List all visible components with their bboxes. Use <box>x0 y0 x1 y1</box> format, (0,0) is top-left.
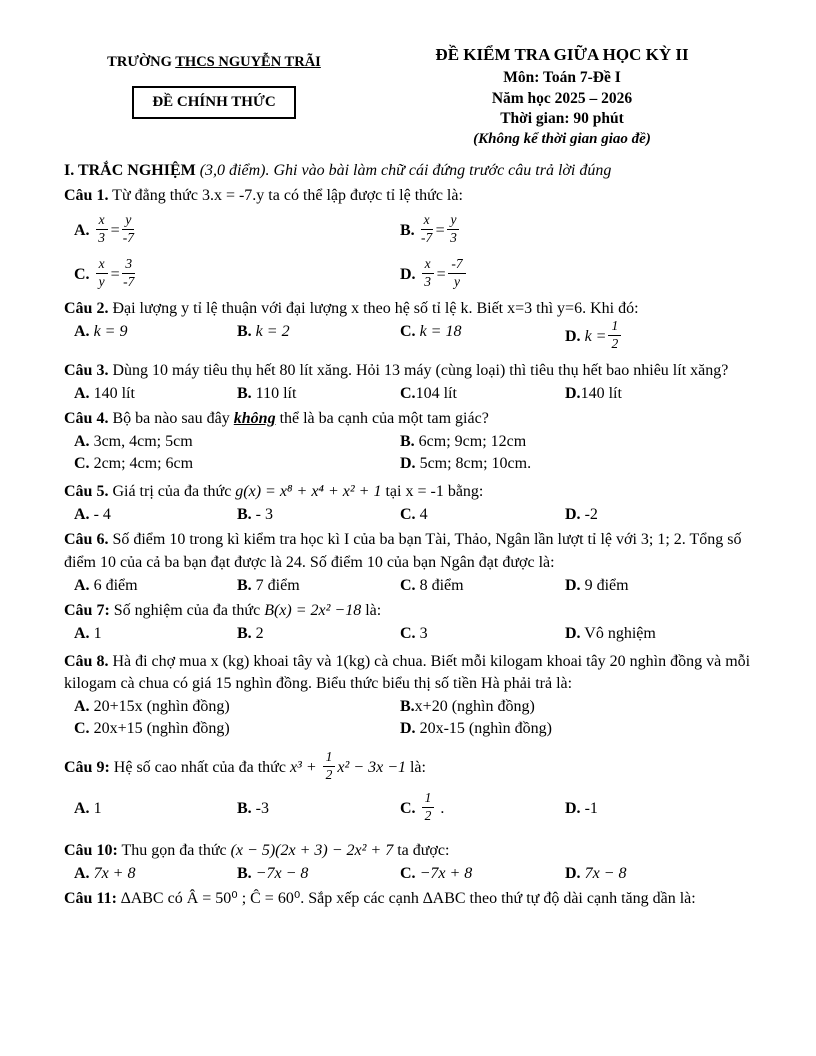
question-body-post: thể là ba cạnh của một tam giác? <box>275 410 489 428</box>
question-text <box>64 481 760 503</box>
option-text: -3 <box>255 800 269 818</box>
option-label: D. <box>400 455 416 473</box>
question-body-post: tại x = -1 bằng: <box>381 483 484 501</box>
option <box>74 383 237 405</box>
option-label: B. <box>400 221 415 239</box>
option <box>400 696 760 718</box>
option <box>74 718 400 740</box>
question-3 <box>64 360 760 405</box>
denominator: 3 <box>450 229 457 245</box>
option <box>400 321 565 354</box>
option-label: B. <box>400 433 415 451</box>
option-text: 6cm; 9cm; 12cm <box>418 433 527 451</box>
numerator: x <box>421 213 433 230</box>
fraction <box>422 257 434 290</box>
option-label: D. <box>400 720 416 738</box>
option <box>400 383 565 405</box>
option-text: 3 <box>419 624 428 642</box>
question-text <box>64 888 760 910</box>
option-text: - 4 <box>93 506 111 524</box>
option-label: C. <box>400 323 416 341</box>
question-text <box>64 651 760 695</box>
exam-note: (Không kể thời gian giao đề) <box>473 130 651 147</box>
denominator: -7 <box>421 229 433 245</box>
option <box>237 504 400 526</box>
header-left <box>64 44 364 119</box>
question-emphasis: không <box>233 410 276 428</box>
option-label: B. <box>237 624 252 642</box>
question-label: Câu 5. <box>64 483 109 501</box>
question-1 <box>64 185 760 292</box>
option-text: . <box>440 799 445 817</box>
options <box>64 318 760 354</box>
option-text: k = 9 <box>93 323 128 341</box>
question-body-pre: Số nghiệm của đa thức <box>113 601 265 619</box>
option <box>565 798 760 820</box>
denominator: 3 <box>98 229 105 245</box>
question-text <box>64 185 760 207</box>
question-body-post: là: <box>405 759 426 777</box>
exam-duration: Thời gian: 90 phút <box>500 110 624 128</box>
question-10 <box>64 840 760 885</box>
options <box>64 575 760 597</box>
question-label: Câu 3. <box>64 361 109 379</box>
question-label: Câu 8. <box>64 652 109 670</box>
option <box>400 863 565 885</box>
question-text <box>64 298 760 320</box>
equals-sign: = <box>434 221 446 239</box>
options <box>64 863 760 885</box>
option-text: 7x − 8 <box>584 864 627 882</box>
question-8 <box>64 651 760 740</box>
option <box>74 575 237 597</box>
equals-sign: = <box>109 221 121 239</box>
fraction <box>422 791 435 824</box>
option-text: 2cm; 4cm; 6cm <box>93 455 194 473</box>
option-text: 7x + 8 <box>93 864 136 882</box>
option-label: C. <box>400 384 416 402</box>
option <box>237 623 400 645</box>
question-formula: x³ + <box>289 759 321 777</box>
option <box>400 211 760 248</box>
option <box>400 623 565 645</box>
school-name-underlined: THCS NGUYỄN TRÃI <box>175 54 321 70</box>
option-text: −7x − 8 <box>255 864 309 882</box>
option <box>400 718 760 740</box>
option <box>74 211 400 248</box>
option-label: D. <box>565 328 581 346</box>
question-label: Câu 11: <box>64 889 117 907</box>
option <box>74 256 400 292</box>
question-body: Hà đi chợ mua x (kg) khoai tây và 1(kg) cà chua. Biết mỗi kilogam khoai tây 20 nghìn đồng và mỗi kilogam cà chua có giá 15 nghìn đồng. Biểu thức biểu thị số tiền Hà phải trả là: <box>64 652 751 692</box>
option-text: x+20 (nghìn đồng) <box>414 697 535 715</box>
options <box>64 211 760 292</box>
denominator: 2 <box>611 336 619 352</box>
equals-sign: = <box>435 266 447 284</box>
option-label: A. <box>74 624 90 642</box>
option <box>74 798 237 820</box>
fraction <box>608 319 621 352</box>
question-formula: g(x) = x⁸ + x⁴ + x² + 1 <box>235 483 382 501</box>
numerator: 1 <box>422 791 435 808</box>
fraction <box>96 213 108 246</box>
option-text: 3cm, 4cm; 5cm <box>93 433 193 451</box>
option <box>565 383 760 405</box>
denominator: y <box>453 274 460 290</box>
section-heading <box>64 160 760 182</box>
fraction <box>323 750 336 783</box>
question-label: Câu 1. <box>64 186 109 204</box>
option-label: C. <box>74 720 90 738</box>
option <box>400 256 760 292</box>
option-text: k = <box>584 328 607 346</box>
option <box>74 504 237 526</box>
numerator: 1 <box>608 319 621 336</box>
option-label: D. <box>400 266 416 284</box>
option <box>237 321 400 354</box>
question-label: Câu 6. <box>64 531 109 549</box>
option <box>237 575 400 597</box>
option-text: -2 <box>584 506 598 524</box>
option-text: 140 lít <box>580 384 622 402</box>
question-11 <box>64 888 760 910</box>
question-body: Từ đẳng thức 3.x = -7.y ta có thể lập được tỉ lệ thức là: <box>112 186 463 204</box>
option-text: -1 <box>584 800 598 818</box>
option-text: 7 điểm <box>255 576 300 594</box>
option-label: A. <box>74 384 90 402</box>
option <box>237 798 400 820</box>
numerator: y <box>122 213 134 230</box>
option-text: 104 lít <box>415 384 457 402</box>
option-label: B. <box>237 506 252 524</box>
option-label: C. <box>400 506 416 524</box>
option-label: D. <box>565 624 581 642</box>
option-text: 20+15x (nghìn đồng) <box>93 697 230 715</box>
option-label: B. <box>237 864 252 882</box>
option-label: C. <box>400 624 416 642</box>
option-label: A. <box>74 506 90 524</box>
question-body: Số điểm 10 trong kì kiểm tra học kì I của ba bạn Tài, Thảo, Ngân lần lượt tỉ lệ với 3; 1; 2. Tổng số điểm 10 của cả ba bạn đạt được là 24. Số điểm 10 của bạn Ngân đạt được là: <box>64 531 742 571</box>
denominator: 3 <box>424 274 431 290</box>
option <box>74 453 400 475</box>
options <box>64 696 760 740</box>
options <box>64 504 760 526</box>
question-text <box>64 408 760 430</box>
exam-subject: Môn: Toán 7-Đề I <box>503 69 621 87</box>
denominator: -7 <box>123 274 135 290</box>
option <box>74 431 400 453</box>
option-text: 20x-15 (nghìn đồng) <box>419 720 552 738</box>
numerator: -7 <box>448 257 465 274</box>
option-label: C. <box>400 799 416 817</box>
fraction <box>122 213 134 246</box>
question-text <box>64 360 760 382</box>
question-body-pre: Hệ số cao nhất của đa thức <box>113 759 290 777</box>
fraction <box>448 257 465 290</box>
option <box>74 696 400 718</box>
option <box>74 321 237 354</box>
question-body-pre: Bộ ba nào sau đây <box>112 410 234 428</box>
option-label: D. <box>565 506 581 524</box>
fraction <box>96 257 108 290</box>
option-text: k = 2 <box>255 323 290 341</box>
option-label: B. <box>400 697 415 715</box>
question-body-post: ta được: <box>393 841 450 859</box>
option-text: −7x + 8 <box>419 864 473 882</box>
question-text <box>64 600 760 622</box>
question-label: Câu 7: <box>64 601 110 619</box>
question-text <box>64 529 760 573</box>
options <box>64 789 760 826</box>
option-text: 1 <box>93 624 102 642</box>
option <box>74 623 237 645</box>
question-4 <box>64 408 760 475</box>
option-label: D. <box>565 800 581 818</box>
option-label: C. <box>400 864 416 882</box>
fraction <box>122 257 135 290</box>
option-text: 140 lít <box>93 384 135 402</box>
option <box>565 575 760 597</box>
denominator: -7 <box>122 229 134 245</box>
option-label: B. <box>237 323 252 341</box>
option-label: B. <box>237 800 252 818</box>
denominator: y <box>98 274 105 290</box>
option-text: 20x+15 (nghìn đồng) <box>93 720 230 738</box>
question-text <box>64 840 760 862</box>
option-text: 1 <box>93 800 102 818</box>
question-body-post: là: <box>361 601 382 619</box>
section-title: I. TRẮC NGHIỆM <box>64 161 196 179</box>
question-label: Câu 10: <box>64 841 118 859</box>
school-name <box>64 52 364 72</box>
fraction <box>447 213 459 246</box>
option-text: 110 lít <box>255 384 297 402</box>
option-text: 2 <box>255 624 264 642</box>
option <box>400 431 760 453</box>
option <box>565 504 760 526</box>
option-label: A. <box>74 864 90 882</box>
option-text: k = 18 <box>419 323 462 341</box>
option <box>565 863 760 885</box>
option-label: C. <box>400 576 416 594</box>
question-9 <box>64 749 760 825</box>
option <box>400 789 565 826</box>
header-right <box>364 44 760 150</box>
question-label: Câu 2. <box>64 300 109 318</box>
option <box>237 863 400 885</box>
option-label: A. <box>74 697 90 715</box>
question-2 <box>64 298 760 354</box>
option-text: 9 điểm <box>584 576 629 594</box>
option-label: D. <box>565 864 581 882</box>
document-header <box>64 44 760 150</box>
option-text: Vô nghiệm <box>584 624 656 642</box>
question-5 <box>64 481 760 526</box>
option-label: C. <box>74 266 90 284</box>
option-label: A. <box>74 433 90 451</box>
question-body: Dùng 10 máy tiêu thụ hết 80 lít xăng. Hỏi 13 máy (cùng loại) thì tiêu thụ hết bao nhiêu lít xăng? <box>112 361 729 379</box>
question-formula: (x − 5)(2x + 3) − 2x² + 7 <box>230 841 394 859</box>
question-body-pre: Giá trị của đa thức <box>112 483 236 501</box>
option-text: - 3 <box>255 506 273 524</box>
numerator: x <box>96 257 108 274</box>
school-prefix: TRƯỜNG <box>107 54 176 70</box>
option-label: A. <box>74 323 90 341</box>
question-formula: x² − 3x −1 <box>337 759 406 777</box>
option-label: B. <box>237 384 252 402</box>
option <box>400 453 760 475</box>
options <box>64 431 760 475</box>
denominator: 2 <box>424 807 432 823</box>
option <box>400 504 565 526</box>
question-7 <box>64 600 760 645</box>
question-body-pre: Thu gọn đa thức <box>121 841 231 859</box>
option-label: D. <box>565 576 581 594</box>
option <box>565 623 760 645</box>
option-label: C. <box>74 455 90 473</box>
option-label: A. <box>74 221 90 239</box>
option-label: A. <box>74 800 90 818</box>
option-text: 6 điểm <box>93 576 138 594</box>
school-year: Năm học 2025 – 2026 <box>491 89 633 107</box>
numerator: x <box>96 213 108 230</box>
option <box>400 575 565 597</box>
question-body: ∆ABC có Â = 50⁰ ; Ĉ = 60⁰. Sắp xếp các cạnh ∆ABC theo thứ tự độ dài cạnh tăng dần là: <box>120 889 696 907</box>
option-text: 4 <box>419 506 428 524</box>
options <box>64 383 760 405</box>
question-body: Đại lượng y tỉ lệ thuận với đại lượng x theo hệ số tỉ lệ k. Biết x=3 thì y=6. Khi đó: <box>112 300 639 318</box>
numerator: 3 <box>122 257 135 274</box>
section-instructions: (3,0 điểm). Ghi vào bài làm chữ cái đứng trước câu trả lời đúng <box>199 161 612 179</box>
question-formula: B(x) = 2x² −18 <box>264 601 362 619</box>
fraction <box>421 213 433 246</box>
numerator: x <box>422 257 434 274</box>
exam-title: ĐỀ KIỂM TRA GIỮA HỌC KỲ II <box>435 45 689 64</box>
question-label: Câu 4. <box>64 410 109 428</box>
option-label: D. <box>565 384 581 402</box>
numerator: 1 <box>323 750 336 767</box>
option <box>74 863 237 885</box>
option-label: A. <box>74 576 90 594</box>
question-6 <box>64 529 760 596</box>
question-label: Câu 9: <box>64 759 110 777</box>
option <box>565 318 760 354</box>
numerator: y <box>447 213 459 230</box>
option-label: B. <box>237 576 252 594</box>
question-text <box>64 749 760 785</box>
equals-sign: = <box>109 266 121 284</box>
option-text: 8 điểm <box>419 576 464 594</box>
option-text: 5cm; 8cm; 10cm. <box>419 455 532 473</box>
option <box>237 383 400 405</box>
official-exam-box: ĐỀ CHÍNH THỨC <box>132 86 295 119</box>
denominator: 2 <box>325 766 333 782</box>
options <box>64 623 760 645</box>
